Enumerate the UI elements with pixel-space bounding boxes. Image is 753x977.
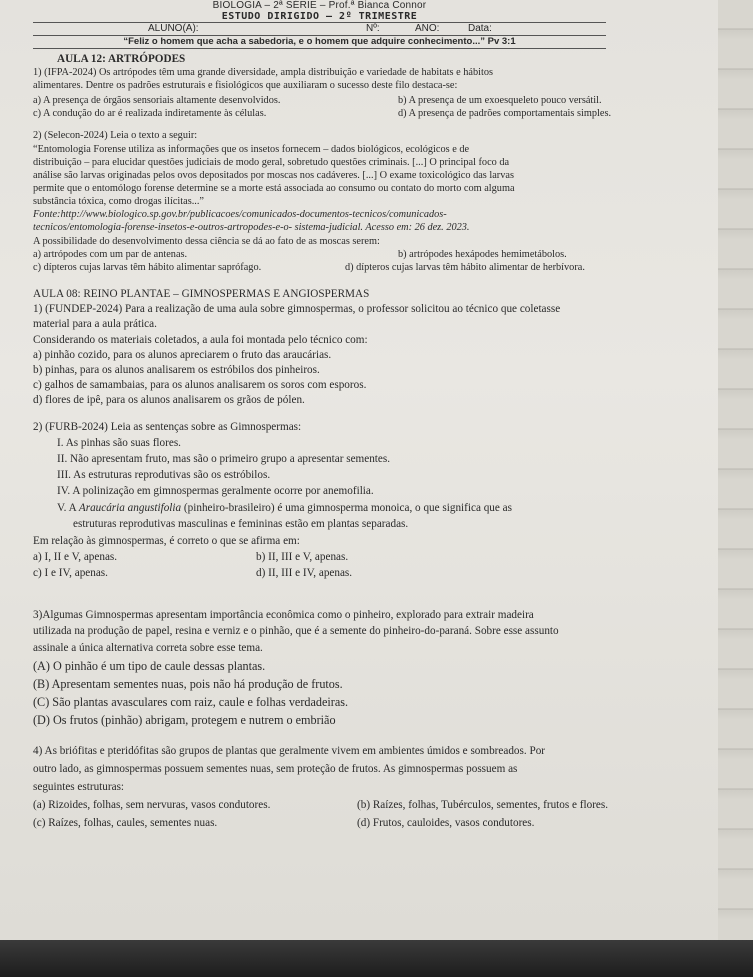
aula08-q2-option-c: c) I e IV, apenas. [33,567,108,579]
data-label: Data: [468,23,492,34]
aula12-q2-prompt: A possibilidade do desenvolvimento dessa ciência se dá ao fato de as moscas serem: [33,236,380,247]
aula08-q4-line1: 4) As briófitas e pteridófitas são grupos de plantas que geralmente vivem em ambientes úmidos e sombreados. Por [33,745,546,757]
aula12-q2-option-d: d) dípteros cujas larvas têm hábito alimentar de herbívora. [345,262,585,273]
aula08-q1-option-b: b) pinhas, para os alunos analisarem os estróbilos dos pinheiros. [33,364,320,376]
aula08-q4-option-c: (c) Raízes, folhas, caules, sementes nuas. [33,817,218,829]
header-quote: “Feliz o homem que acha a sabedoria, e o homem que adquire conhecimento...” Pv 3:1 [33,36,606,49]
ano-label: ANO: [415,23,440,34]
desk-background [0,940,753,977]
student-fields-row [33,22,606,36]
aula08-q1-line2: material para a aula prática. [33,318,157,330]
aula08-q3-option-a: (A) O pinhão é um tipo de caule dessas plantas. [33,659,266,673]
aula08-q3-option-d: (D) Os frutos (pinhão) abrigam, protegem e nutrem o embrião [33,713,336,727]
aula08-q2-option-d: d) II, III e IV, apenas. [256,567,353,579]
header-subtitle: ESTUDO DIRIGIDO – 2º TRIMESTRE [221,11,418,22]
aula08-q4-option-d: (d) Frutos, cauloides, vasos condutores. [357,817,535,829]
aula08-q1-option-c: c) galhos de samambaias, para os alunos analisarem os soros com esporos. [33,379,367,391]
aula08-title: AULA 08: REINO PLANTAE – GIMNOSPERMAS E ANGIOSPERMAS [33,288,370,300]
aula08-q2-option-a: a) I, II e V, apenas. [33,551,118,563]
aula12-q2-line6: substância tóxica, como drogas ilícitas...” [33,196,204,207]
aula12-q1-option-c: c) A condução do ar é realizada indiretamente às células. [33,108,267,119]
aula08-q1-line3: Considerando os materiais coletados, a aula foi montada pelo técnico com: [33,334,368,346]
aula08-q3-option-b: (B) Apresentam sementes nuas, pois não há produção de frutos. [33,677,343,691]
aula08-q3-option-c: (C) São plantas avasculares com raiz, caule e folhas verdadeiras. [33,695,349,709]
aula08-q2-statement-v [57,502,512,514]
aula08-q1-line1: 1) (FUNDEP-2024) Para a realização de uma aula sobre gimnospermas, o professor solicitou ao técnico que coletasse [33,303,561,315]
aula08-q1-option-d: d) flores de ipê, para os alunos analisarem os grãos de pólen. [33,394,305,406]
aula12-q1-option-a: a) A presença de órgãos sensoriais altamente desenvolvidos. [33,95,281,106]
aula12-q2-source2: tecnicos/entomologia-forense-insetos-e-outros-artropodes-e-o- sistema-judicial. Acesso em: 26 dez. 2023. [33,222,470,233]
statement-v-start: V. A [57,502,79,514]
aula08-q3-line1: 3)Algumas Gimnospermas apresentam importância econômica como o pinheiro, explorado para extrair madeira [33,609,534,621]
aula08-q4-line2: outro lado, as gimnospermas possuem sementes nuas, sem proteção de frutos. As gimnospermas possuem as [33,763,518,775]
aula12-q2-option-c: c) dípteros cujas larvas têm hábito alimentar saprófago. [33,262,262,273]
aula08-q2-line1: 2) (FURB-2024) Leia as sentenças sobre as Gimnospermas: [33,421,302,433]
aula12-q2-line2: “Entomologia Forense utiliza as informações que os insetos fornecem – dados biológicos, ecológicos e de [33,144,470,155]
aula12-title: AULA 12: ARTRÓPODES [57,53,186,65]
numero-label: Nº: [366,23,380,34]
aula08-q4-option-b: (b) Raízes, folhas, Tubérculos, sementes, frutos e flores. [357,799,609,811]
aula08-q4-line3: seguintes estruturas: [33,781,125,793]
aula12-q2-source1: Fonte:http://www.biologico.sp.gov.br/publicacoes/comunicados-documentos-tecnicos/comunicados- [33,209,447,220]
header-title: BIOLOGIA – 2ª SÉRIE – Prof.ª Bianca Connor [212,0,427,11]
aula08-q2-prompt: Em relação às gimnospermas, é correto o que se afirma em: [33,535,300,547]
aula12-q1-line2: alimentares. Dentre os padrões estruturais e fisiológicos que auxiliaram o sucesso deste filo destaca-se: [33,80,458,91]
aula08-q2-option-b: b) II, III e V, apenas. [256,551,349,563]
aula08-q2-statement-iii: III. As estruturas reprodutivas são os estróbilos. [57,469,271,481]
aula12-q2-option-a: a) artrópodes com um par de antenas. [33,249,188,260]
aula08-q4-option-a: (a) Rizoides, folhas, sem nervuras, vasos condutores. [33,799,271,811]
aula12-q2-line4: análise são larvas originadas pelos ovos depositados por moscas nos cadáveres. [...] O exame toxicológico das larvas [33,170,514,181]
aula12-q2-line5: permite que o entomólogo forense determine se a morte está associada ao consumo ou contato do morto com alguma [33,183,515,194]
aula12-q2-option-b: b) artrópodes hexápodes hemimetábolos. [398,249,567,260]
aula08-q2-statement-iv: IV. A polinização em gimnospermas geralmente ocorre por anemofilia. [57,485,374,497]
aula12-q1-option-b: b) A presença de um exoesqueleto pouco versátil. [398,95,602,106]
aula08-q2-statement-v-line2: estruturas reprodutivas masculinas e femininas estão em plantas separadas. [73,518,409,530]
aluno-label: ALUNO(A): [148,23,199,34]
aula12-q2-line1: 2) (Selecon-2024) Leia o texto a seguir: [33,130,198,141]
aula12-q1-option-d: d) A presença de padrões comportamentais simples. [398,108,612,119]
aula12-q1-line1: 1) (IFPA-2024) Os artrópodes têm uma grande diversidade, ampla distribuição e variedade de habitats e hábitos [33,67,493,78]
aula08-q2-statement-i: I. As pinhas são suas flores. [57,437,181,449]
aula08-q1-option-a: a) pinhão cozido, para os alunos apreciarem o fruto das araucárias. [33,349,332,361]
statement-v-rest: (pinheiro-brasileiro) é uma gimnosperma monoica, o que significa que as [181,502,512,514]
statement-v-species: Araucária angustifolia [78,502,182,514]
stacked-pages-edge [718,0,753,977]
worksheet-header [33,0,606,49]
aula08-q3-line2: utilizada na produção de papel, resina e verniz e o pinhão, que é a semente do pinheiro-do-paraná. Sobre esse assunto [33,625,559,637]
aula12-q2-line3: distribuição – para elucidar questões judiciais de modo geral, sobretudo questões criminais. [...] O principal foco da [33,157,510,168]
aula08-q3-line3: assinale a única alternativa correta sobre esse tema. [33,642,263,654]
aula08-q2-statement-ii: II. Não apresentam fruto, mas são o primeiro grupo a apresentar sementes. [57,453,391,465]
